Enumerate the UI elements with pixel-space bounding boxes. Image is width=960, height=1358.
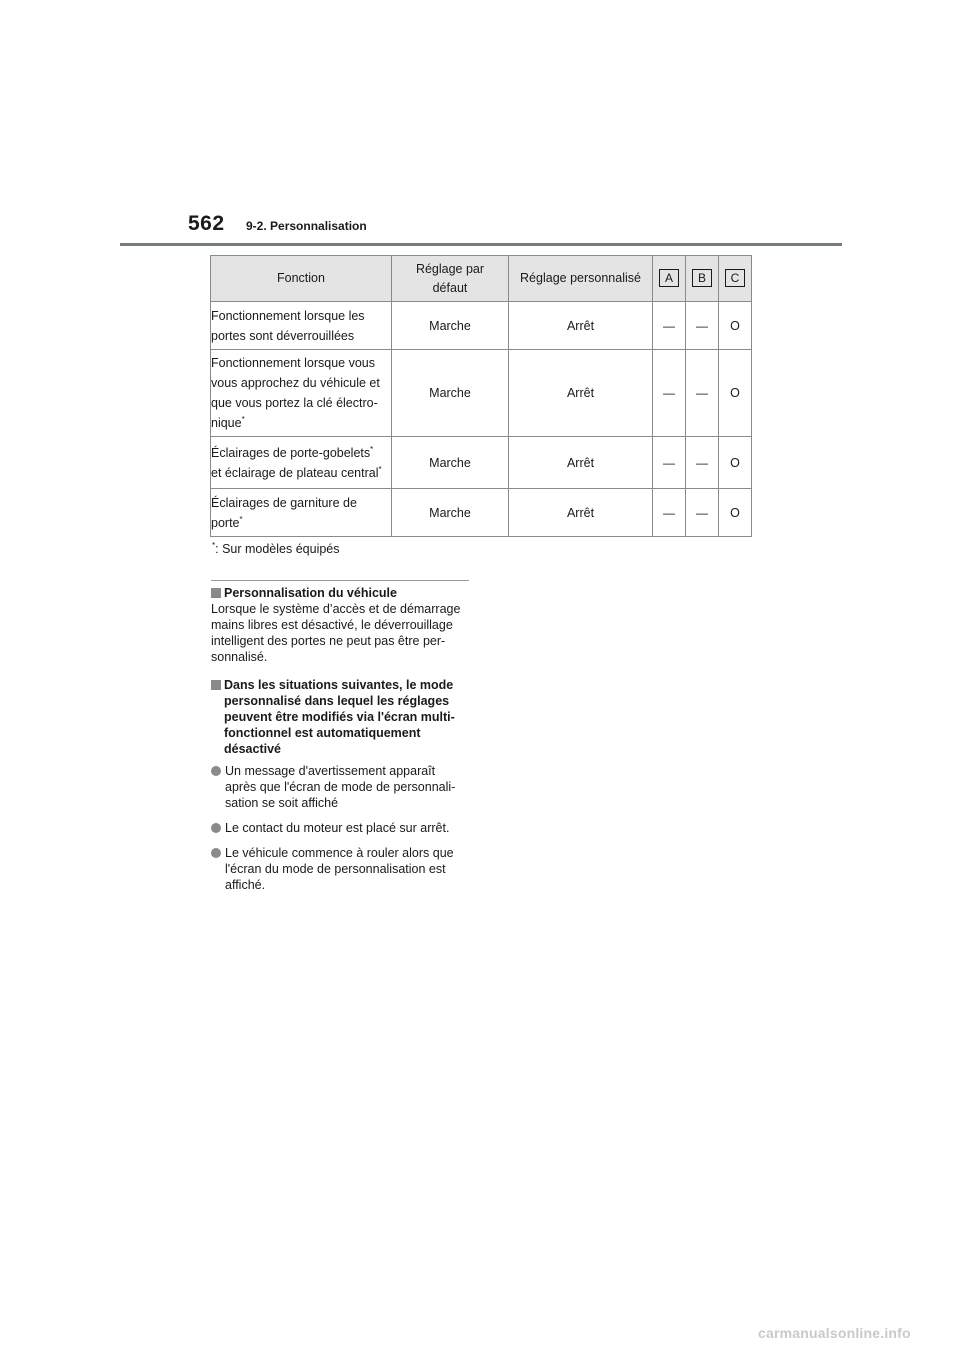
watermark-text: carmanualsonline.info [758, 1325, 911, 1341]
footnote-text: : Sur modèles équipés [215, 542, 340, 556]
section-heading [211, 677, 469, 757]
cell-c: O [719, 350, 752, 437]
heading-text: Personnalisation du véhicule [224, 586, 397, 600]
column-header-custom: Réglage personnalisé [509, 256, 653, 302]
letter-a-box: A [659, 269, 679, 287]
column-header-default: Réglage par défaut [392, 256, 509, 302]
cell-default: Marche [392, 437, 509, 489]
cell-function [211, 489, 392, 537]
round-bullet-icon [211, 823, 221, 833]
cell-c: O [719, 489, 752, 537]
list-item [211, 820, 469, 836]
footnote-marker: * [241, 414, 245, 424]
cell-a: — [653, 489, 686, 537]
section-heading [211, 585, 469, 601]
bullet-list [211, 763, 469, 893]
column-header-function: Fonction [211, 256, 392, 302]
footnote-marker: * [212, 540, 216, 550]
column-header-c [719, 256, 752, 302]
letter-c-box: C [725, 269, 745, 287]
cell-function-text: Éclairages de porte-gobelets [211, 445, 371, 460]
cell-b: — [686, 437, 719, 489]
table-row [211, 489, 752, 537]
column-header-b [686, 256, 719, 302]
table-row [211, 437, 752, 489]
footnote-marker: * [239, 514, 243, 524]
round-bullet-icon [211, 848, 221, 858]
heading-text: Dans les situations suivantes, le mode personnalisé dans lequel les réglages peuvent être modifiés via l'écran multi-fonctionnel est automatiquement désactivé [224, 678, 455, 756]
page-number: 562 [188, 212, 225, 235]
list-item-text: Le véhicule commence à rouler alors que l'écran du mode de personnalisation est affiché. [225, 846, 454, 892]
table-row [211, 350, 752, 437]
square-bullet-icon [211, 680, 221, 690]
paragraph: Lorsque le système d’accès et de démarrage mains libres est désactivé, le déverrouillage intelligent des portes ne peut pas être per-sonnalisé. [211, 602, 461, 664]
letter-b-box: B [692, 269, 712, 287]
settings-table [210, 255, 752, 537]
cell-function [211, 350, 392, 437]
cell-custom: Arrêt [509, 437, 653, 489]
header-rule [120, 243, 842, 246]
section-title: 9-2. Personnalisation [246, 219, 367, 233]
round-bullet-icon [211, 766, 221, 776]
list-item-text: Un message d'avertissement apparaît après que l'écran de mode de personnali-sation se soit affiché [225, 764, 456, 810]
list-item [211, 763, 469, 811]
vehicle-customization-section [211, 585, 469, 665]
table-header-row [211, 256, 752, 302]
list-item-text: Le contact du moteur est placé sur arrêt. [225, 821, 450, 835]
cell-a: — [653, 437, 686, 489]
table-footnote [212, 542, 340, 556]
cell-function [211, 437, 392, 489]
list-item [211, 845, 469, 893]
auto-disable-section [211, 677, 469, 757]
cell-custom: Arrêt [509, 489, 653, 537]
cell-a: — [653, 302, 686, 350]
table-row [211, 302, 752, 350]
cell-a: — [653, 350, 686, 437]
cell-c: O [719, 437, 752, 489]
footnote-marker: * [378, 464, 382, 474]
cell-b: — [686, 350, 719, 437]
cell-default: Marche [392, 489, 509, 537]
column-header-a [653, 256, 686, 302]
cell-function-text: Fonctionnement lorsque vous vous approchez du véhicule et que vous portez la clé électro-nique [211, 356, 380, 430]
cell-default: Marche [392, 302, 509, 350]
cell-function-text: Éclairages de garniture de porte [211, 495, 357, 530]
cell-function-text: et éclairage de plateau central [211, 465, 379, 480]
cell-default: Marche [392, 350, 509, 437]
cell-b: — [686, 489, 719, 537]
column-divider [211, 580, 469, 581]
square-bullet-icon [211, 588, 221, 598]
cell-custom: Arrêt [509, 302, 653, 350]
cell-c: O [719, 302, 752, 350]
cell-custom: Arrêt [509, 350, 653, 437]
cell-function: Fonctionnement lorsque les portes sont déverrouillées [211, 302, 392, 350]
cell-b: — [686, 302, 719, 350]
footnote-marker: * [370, 444, 374, 454]
